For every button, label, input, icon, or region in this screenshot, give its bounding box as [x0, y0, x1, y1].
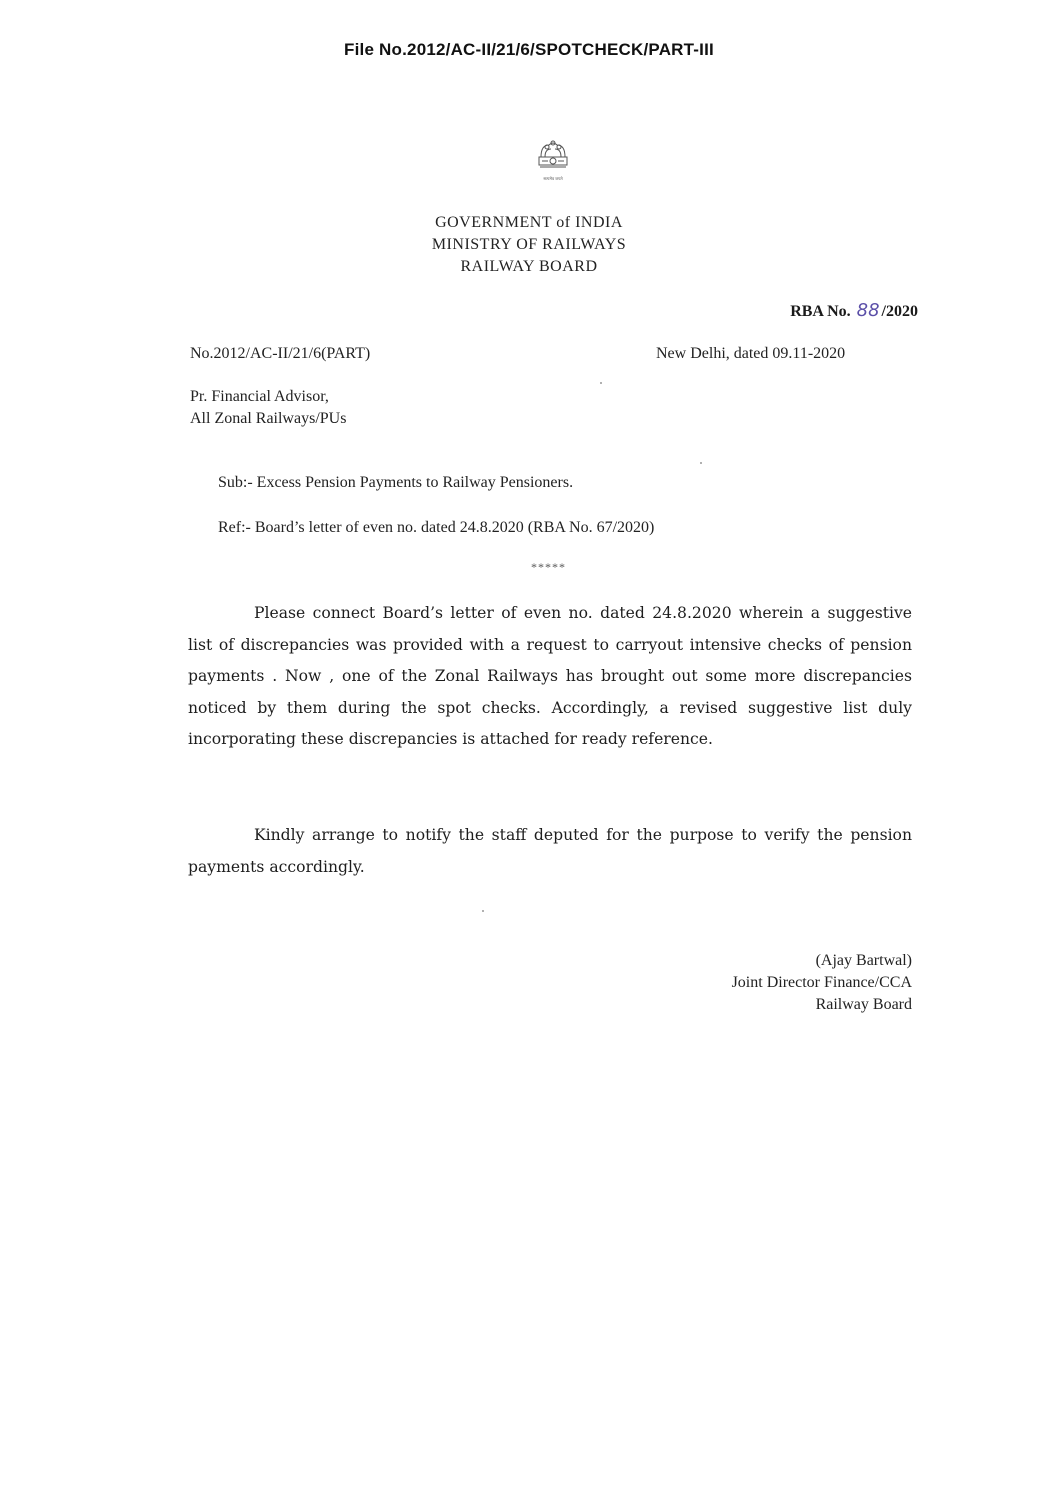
separator: *****: [531, 560, 566, 574]
place-date: New Delhi, dated 09.11-2020: [656, 345, 846, 362]
reference-line: Ref:- Board’s letter of even no. dated 24.8.2020 (RBA No. 67/2020): [218, 519, 655, 536]
body-paragraph-1: [188, 598, 912, 756]
signatory-office: Railway Board: [815, 996, 912, 1013]
letter-number: No.2012/AC-II/21/6(PART): [190, 345, 371, 362]
scan-speck: [600, 382, 602, 384]
emblem-caption: सत्यमेव जयते: [543, 176, 563, 181]
body-paragraph-2: [188, 820, 912, 883]
scan-speck: [482, 910, 484, 912]
rba-handwritten-number: 88: [856, 300, 880, 321]
body-paragraph-2-text: Kindly arrange to notify the staff deputed for the purpose to verify the pension payments accordingly.: [188, 826, 912, 876]
rba-prefix: RBA No.: [790, 303, 851, 320]
subject-line: Sub:- Excess Pension Payments to Railway Pensioners.: [218, 474, 574, 491]
scan-speck: [700, 462, 702, 464]
rba-suffix: /2020: [881, 303, 918, 320]
org-line-board: RAILWAY BOARD: [460, 258, 598, 275]
addressee-line-2: All Zonal Railways/PUs: [190, 410, 347, 427]
signatory-designation: Joint Director Finance/CCA: [731, 974, 912, 991]
org-line-ministry: MINISTRY OF RAILWAYS: [431, 236, 627, 253]
rba-number: [790, 300, 918, 321]
signature-block: [732, 950, 912, 1016]
addressee-line-1: Pr. Financial Advisor,: [190, 388, 329, 405]
body-paragraph-1-text: Please connect Board’s letter of even no. dated 24.8.2020 wherein a suggestive list of discrepancies was provided with a request to carryout intensive checks of pension payments . Now , one of the Zonal Railways has brought out some more discrepancies noticed by them during the spot checks. Accordingly, a revised suggestive list duly incorporating these discrepancies is attached for ready reference.: [188, 604, 912, 748]
org-line-government: GOVERNMENT of INDIA: [435, 214, 623, 231]
signatory-name: (Ajay Bartwal): [815, 952, 912, 969]
file-number: File No.2012/AC-II/21/6/SPOTCHECK/PART-III: [344, 40, 714, 59]
